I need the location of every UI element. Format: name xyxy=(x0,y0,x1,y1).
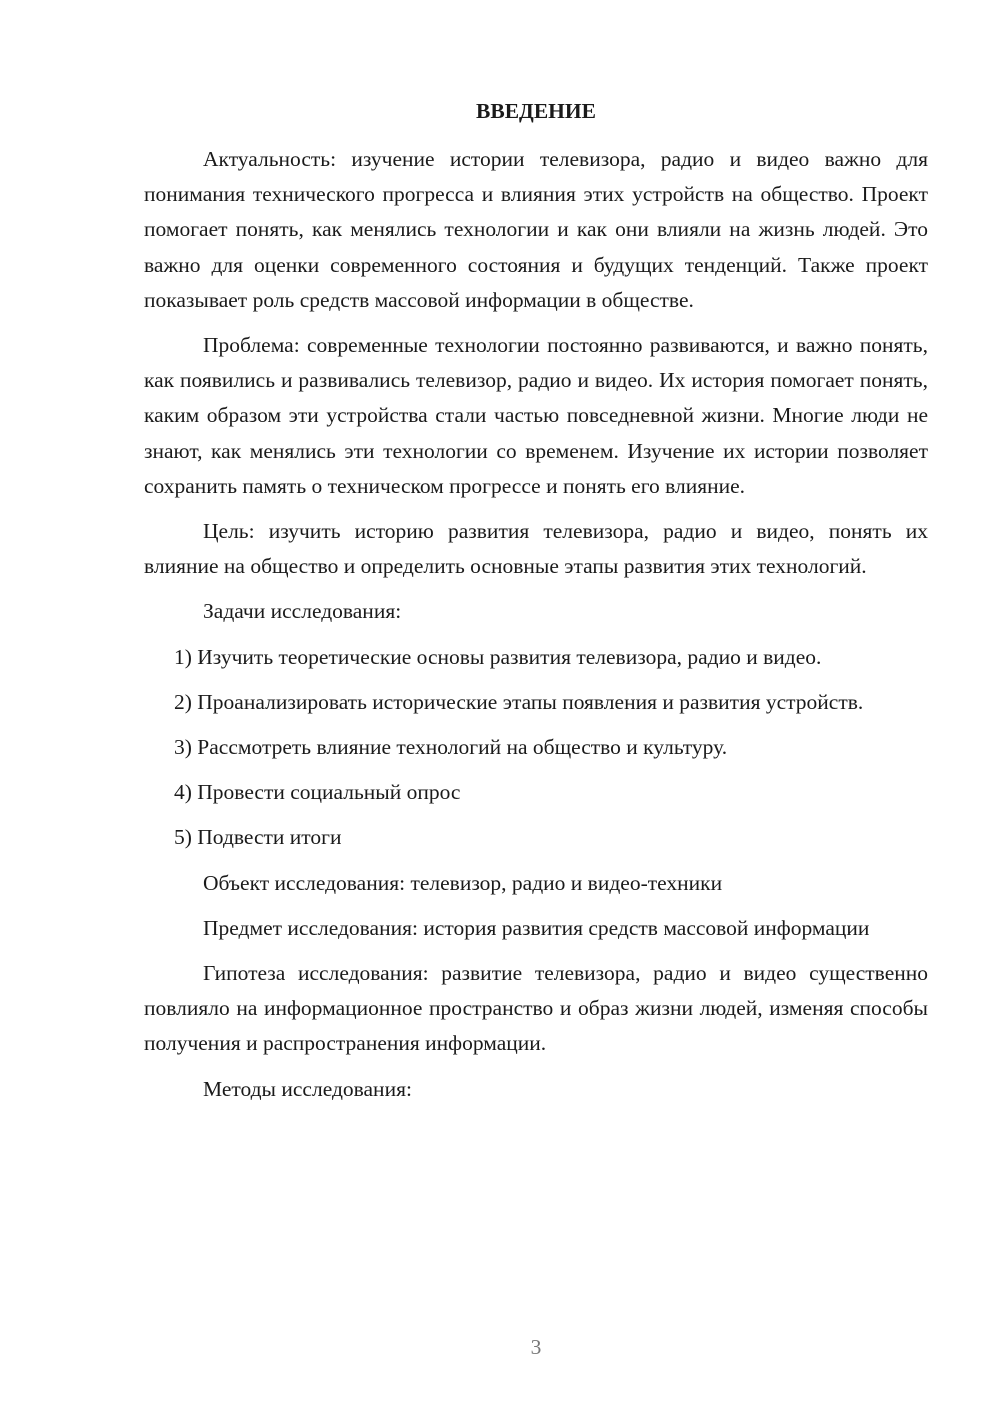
paragraph-goal: Цель: изучить историю развития телевизора, радио и видео, понять их влияние на общество и определить основные этапы развития этих технологий. xyxy=(144,519,928,579)
paragraph-problem: Проблема: современные технологии постоянно развиваются, и важно понять, как появились и развивались телевизор, радио и видео. Их история помогает понять, каким образом эти устройства стали частью повседневной жизни. Многие люди не знают, как менялись эти технологии со временем. Изучение их истории позволяет сохранить память о техническом прогрессе и понять его влияние. xyxy=(144,333,928,498)
paragraph-methods: Методы исследования: xyxy=(203,1076,412,1101)
paragraph-object: Объект исследования: телевизор, радио и видео-техники xyxy=(203,870,723,895)
paragraph-tasks-title: Задачи исследования: xyxy=(203,599,402,624)
task-item-3: 3) Рассмотреть влияние технологий на общество и культуру. xyxy=(174,735,728,760)
paragraph-hypothesis: Гипотеза исследования: развитие телевизора, радио и видео существенно повлияло на информационное пространство и образ жизни людей, изменяя способы получения и распространения информации. xyxy=(144,961,928,1056)
task-item-2: 2) Проанализировать исторические этапы появления и развития устройств. xyxy=(174,689,864,714)
task-item-1: 1) Изучить теоретические основы развития телевизора, радио и видео. xyxy=(174,644,822,669)
paragraph-relevance: Актуальность: изучение истории телевизора, радио и видео важно для понимания технического прогресса и влияния этих устройств на общество. Проект помогает понять, как менялись технологии и как они влияли на жизнь людей. Это важно для оценки современного состояния и будущих тенденций. Также проект показывает роль средств массовой информации в обществе. xyxy=(144,147,928,312)
document-body xyxy=(144,142,928,1117)
page-title: ВВЕДЕНИЕ xyxy=(476,99,596,123)
page-number: 3 xyxy=(530,1335,542,1359)
task-item-4: 4) Провести социальный опрос xyxy=(174,780,461,805)
task-item-5: 5) Подвести итоги xyxy=(174,825,342,850)
paragraph-subject: Предмет исследования: история развития средств массовой информации xyxy=(203,915,870,940)
